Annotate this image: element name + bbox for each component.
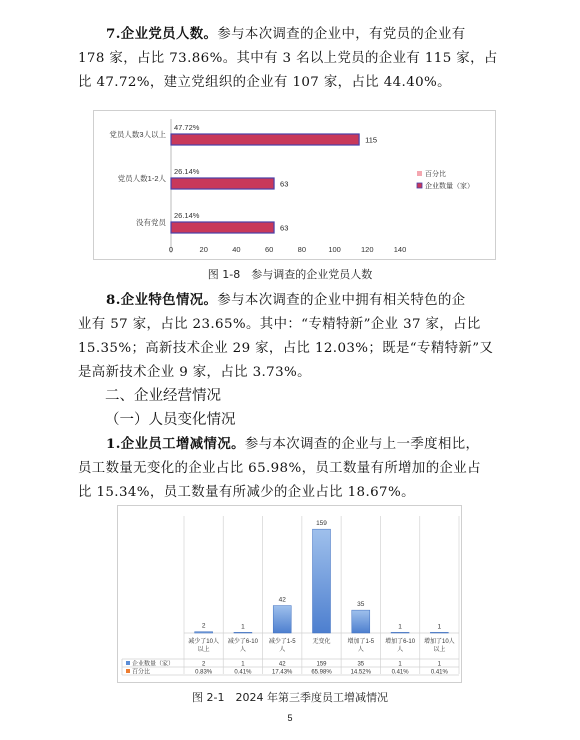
percent-label: 26.14% xyxy=(174,211,200,220)
table-count-cell: 42 xyxy=(278,661,286,668)
x-tick-label: 60 xyxy=(264,245,274,254)
table-count-cell: 1 xyxy=(398,661,402,668)
table-percent-cell: 17.43% xyxy=(272,669,293,676)
paragraph-party-members xyxy=(78,22,524,95)
count-bar xyxy=(313,529,331,633)
bar-value-label: 35 xyxy=(357,601,365,609)
table-count-cell: 35 xyxy=(357,661,365,668)
category-label: 减少了6-10 xyxy=(227,639,258,645)
count-bar xyxy=(171,134,359,145)
paragraph-lead: 7.企业党员人数。 xyxy=(106,26,218,42)
figure-caption-2-1: 图 2-1 2024 年第三季度员工增减情况 xyxy=(192,691,388,704)
bar-value-label: 1 xyxy=(437,623,442,631)
bar-value-label: 2 xyxy=(201,622,206,630)
paragraph-line: 178 家，占比 73.86%。其中有 3 名以上党员的企业有 115 家，占 xyxy=(78,51,498,66)
subsection-heading: （一）人员变化情况 xyxy=(105,412,236,428)
count-bar xyxy=(430,632,448,633)
table-percent-cell: 0.83% xyxy=(195,669,213,676)
table-percent-cell: 0.41% xyxy=(430,669,448,676)
staff-change-chart xyxy=(118,506,463,684)
category-label: 减少了10人 xyxy=(188,639,219,645)
legend-label-percent: 百分比 xyxy=(132,669,151,676)
count-bar xyxy=(234,632,252,633)
table-count-cell: 159 xyxy=(316,661,327,668)
bar-value-label: 42 xyxy=(278,596,286,604)
paragraph-line: 是高新技术企业 9 家，占比 3.73%。 xyxy=(78,365,311,380)
count-bar xyxy=(195,632,213,633)
table-percent-cell: 14.52% xyxy=(350,669,371,676)
paragraph-line: 员工数量无变化的企业占比 65.98%，员工数量有所增加的企业占 xyxy=(78,461,481,476)
category-label: 以上 xyxy=(197,647,210,653)
count-value-label: 63 xyxy=(280,179,289,189)
x-tick-label: 20 xyxy=(199,245,208,254)
x-tick-label: 40 xyxy=(232,245,241,254)
x-tick-label: 140 xyxy=(393,245,407,254)
category-label: 人 xyxy=(397,647,404,653)
paragraph-enterprise-features xyxy=(78,288,524,385)
category-label: 增加了10人 xyxy=(424,639,455,645)
table-percent-cell: 0.41% xyxy=(391,669,409,676)
paragraph-line: 比 47.72%，建立党组织的企业有 107 家，占比 44.40%。 xyxy=(78,75,451,90)
paragraph-lead: 8.企业特色情况。 xyxy=(106,292,218,308)
count-bar xyxy=(391,632,409,633)
paragraph-lead: 1.企业员工增减情况。 xyxy=(106,436,245,452)
x-tick-label: 0 xyxy=(168,245,174,254)
paragraph-line: 比 15.34%，员工数量有所减少的企业占比 18.67%。 xyxy=(78,485,415,500)
party-members-chart-frame xyxy=(93,110,496,260)
x-tick-label: 80 xyxy=(297,245,307,254)
legend-swatch-percent xyxy=(126,669,130,673)
percent-label: 26.14% xyxy=(174,167,200,176)
category-label: 增加了6-10 xyxy=(385,639,416,645)
table-count-cell: 2 xyxy=(201,661,206,668)
section-heading: 二、企业经营情况 xyxy=(105,388,221,404)
table-count-cell: 1 xyxy=(437,661,442,668)
legend-label-count: 企业数量（家） xyxy=(132,661,175,668)
category-label: 人 xyxy=(357,647,364,653)
category-label: 增加了1-5 xyxy=(347,639,375,645)
x-tick-label: 120 xyxy=(361,245,374,254)
category-label: 党员人数1-2人 xyxy=(117,174,166,183)
legend-label-percent: 百分比 xyxy=(425,171,446,178)
count-bar xyxy=(352,610,370,633)
staff-change-chart-frame xyxy=(117,505,462,683)
category-label: 无变化 xyxy=(312,639,331,645)
category-label: 以上 xyxy=(433,647,446,653)
table-percent-cell: 0.41% xyxy=(234,669,252,676)
table-percent-cell: 65.98% xyxy=(311,669,332,676)
paragraph-line: 业有 57 家，占比 23.65%。其中：“专精特新”企业 37 家，占比 xyxy=(78,317,481,332)
category-label: 党员人数3人以上 xyxy=(109,130,166,139)
x-tick-label: 100 xyxy=(328,245,341,254)
paragraph-line: 参与本次调查的企业与上一季度相比， xyxy=(244,437,480,452)
category-label: 人 xyxy=(279,647,286,653)
paragraph-staff-changes xyxy=(78,432,524,505)
bar-value-label: 1 xyxy=(241,623,245,631)
figure-caption-1-8: 图 1-8 参与调查的企业党员人数 xyxy=(207,268,373,281)
legend-swatch-percent xyxy=(417,171,422,176)
paragraph-line: 参与本次调查的企业中拥有相关特色的企 xyxy=(217,293,466,308)
paragraph-line: 参与本次调查的企业中，有党员的企业有 xyxy=(217,27,466,42)
count-value-label: 63 xyxy=(280,223,289,233)
percent-label: 47.72% xyxy=(174,123,200,132)
legend-swatch-count xyxy=(417,183,422,188)
count-bar xyxy=(171,178,274,189)
page-number: 5 xyxy=(287,713,293,723)
party-members-chart xyxy=(94,111,497,261)
count-bar xyxy=(171,222,274,233)
count-bar xyxy=(273,606,291,633)
count-value-label: 115 xyxy=(365,135,378,145)
legend-label-count: 企业数量（家） xyxy=(425,183,474,190)
category-label: 没有党员 xyxy=(136,218,166,227)
table-count-cell: 1 xyxy=(241,661,245,668)
category-label: 减少了1-5 xyxy=(268,639,296,645)
bar-value-label: 159 xyxy=(316,520,327,528)
category-label: 人 xyxy=(239,647,246,653)
bar-value-label: 1 xyxy=(398,623,402,631)
paragraph-line: 15.35%；高新技术企业 29 家，占比 12.03%；既是“专精特新”又 xyxy=(78,341,494,356)
legend-swatch-count xyxy=(126,661,130,665)
